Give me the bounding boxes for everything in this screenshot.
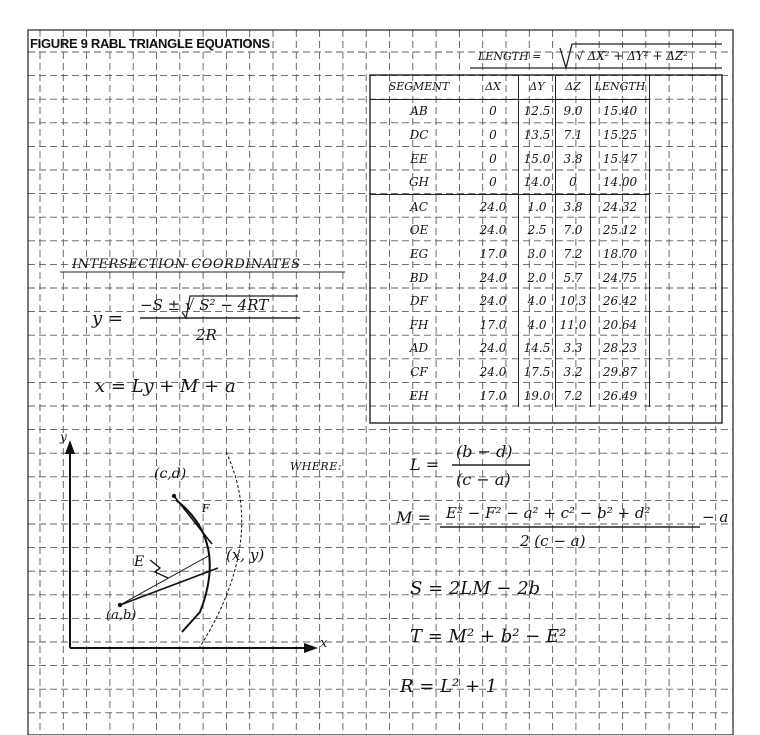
segment-name-cell: AB: [410, 104, 428, 119]
table-cell: 3.8: [556, 147, 591, 171]
table-row: [370, 99, 650, 123]
table-cell: 19.0: [519, 384, 556, 408]
x-equation: x = Ly + M + a: [95, 376, 236, 397]
l-equation-denominator: (c − a): [456, 470, 511, 489]
segment-name-cell: AD: [409, 341, 429, 356]
table-row: [370, 123, 650, 147]
x-axis-label: x: [320, 636, 328, 651]
intersection-heading: INTERSECTION COORDINATES: [72, 257, 301, 272]
segment-name-cell: AC: [370, 194, 468, 218]
table-cell: 15.0: [519, 147, 556, 171]
table-cell: 3.2: [556, 360, 591, 384]
m-equation-tail: − a: [702, 508, 729, 526]
table-header-cell: ΔZ: [556, 75, 591, 99]
table-cell: 0: [468, 147, 519, 171]
table-cell: 24.0: [468, 219, 519, 243]
table-cell: 15.25: [591, 123, 650, 147]
length-formula-lhs: LENGTH =: [478, 50, 542, 63]
segment-name-cell: CF: [410, 364, 428, 379]
table-cell: 10.3: [556, 289, 591, 313]
table-cell: 24.0: [468, 194, 519, 218]
table-row: [370, 266, 650, 290]
table-cell: 17.0: [468, 242, 519, 266]
table-cell: 0: [468, 123, 519, 147]
table-cell: 0: [468, 99, 519, 123]
where-label: WHERE:: [290, 460, 342, 473]
table-cell: 17.5: [519, 360, 556, 384]
table-cell: 9.0: [556, 99, 591, 123]
table-row: [370, 147, 650, 171]
figure-title: FIGURE 9 RABL TRIANGLE EQUATIONS: [30, 36, 270, 51]
label-e: E: [134, 554, 145, 570]
y-equation-lhs: y =: [92, 308, 123, 329]
table-cell: 26.49: [591, 384, 650, 408]
table-cell: 12.5: [519, 99, 556, 123]
table-cell: 0: [468, 170, 519, 194]
table-cell: 25.12: [591, 219, 650, 243]
label-f: F: [202, 502, 210, 515]
l-equation-lhs: L =: [410, 455, 440, 474]
table-cell: 3.8: [556, 194, 591, 218]
table-cell: 7.2: [556, 384, 591, 408]
segment-name-cell: EG: [409, 246, 429, 261]
segment-name-cell: BD: [409, 270, 429, 285]
table-cell: 24.0: [468, 337, 519, 361]
point-xy-label: (x, y): [226, 546, 265, 564]
segment-name-cell: GH: [408, 175, 430, 190]
table-cell: 17.0: [468, 384, 519, 408]
table-row: [370, 242, 650, 266]
l-equation-numerator: (b − d): [456, 442, 513, 461]
table-cell: 7.1: [556, 123, 591, 147]
segment-name-cell: EH: [409, 388, 429, 403]
table-cell: 18.70: [591, 242, 650, 266]
table-cell: 3.3: [556, 337, 591, 361]
table-header-row: [370, 75, 650, 99]
point-ab-label: (a,b): [106, 608, 137, 623]
table-cell: 4.0: [519, 313, 556, 337]
table-cell: 24.75: [591, 266, 650, 290]
table-cell: 11.0: [556, 313, 591, 337]
segment-name-cell: DF: [410, 294, 428, 309]
table-cell: 0: [556, 170, 591, 194]
table-cell: 26.42: [591, 289, 650, 313]
table-cell: 24.0: [468, 266, 519, 290]
table-cell: 1.0: [519, 194, 556, 218]
table-cell: 2.0: [519, 266, 556, 290]
table-row: [370, 337, 650, 361]
table-row: [370, 219, 650, 243]
table-cell: 14.5: [519, 337, 556, 361]
segment-name-cell: OE: [409, 223, 429, 238]
table-header-cell: ΔY: [519, 75, 556, 99]
segment-name-cell: FH: [409, 317, 429, 332]
table-cell: 5.7: [556, 266, 591, 290]
coordinate-diagram: [65, 440, 318, 653]
table-cell: 3.0: [519, 242, 556, 266]
table-cell: 20.64: [591, 313, 650, 337]
y-equation-numerator: −S ± √ S² − 4RT: [140, 296, 269, 314]
table-cell: 2.5: [519, 219, 556, 243]
table-row: [370, 194, 650, 218]
table-cell: 13.5: [519, 123, 556, 147]
table-cell: 24.32: [591, 194, 650, 218]
length-formula-rhs: √ ΔX² + ΔY² + ΔZ²: [576, 49, 689, 63]
m-equation-denominator: 2 (c − a): [520, 532, 586, 550]
y-equation-denominator: 2R: [196, 326, 217, 344]
table-cell: 24.0: [468, 289, 519, 313]
table-row: [370, 313, 650, 337]
table-cell: 28.23: [591, 337, 650, 361]
table-cell: 15.40: [591, 99, 650, 123]
y-axis-label: y: [60, 430, 67, 444]
m-equation-lhs: M =: [396, 508, 431, 527]
segment-name-cell: EE: [410, 151, 428, 166]
segment-length-table: [370, 75, 650, 407]
table-row: [370, 289, 650, 313]
table-cell: 7.0: [556, 219, 591, 243]
table-header-cell: ΔX: [468, 75, 519, 99]
table-cell: 17.0: [468, 313, 519, 337]
s-equation: S = 2LM − 2b: [410, 578, 541, 599]
table-cell: 24.0: [468, 360, 519, 384]
table-cell: 15.47: [591, 147, 650, 171]
table-header-cell: LENGTH: [591, 75, 650, 99]
segment-name-cell: DC: [409, 127, 429, 142]
point-cd-label: (c,d): [154, 466, 187, 482]
table-row: [370, 170, 650, 194]
table-cell: 14.00: [591, 170, 650, 194]
r-equation: R = L² + 1: [400, 676, 498, 697]
table-row: [370, 384, 650, 408]
table-cell: 29.87: [591, 360, 650, 384]
table-cell: 7.2: [556, 242, 591, 266]
table-row: [370, 360, 650, 384]
table-cell: 14.0: [519, 170, 556, 194]
t-equation: T = M² + b² − E²: [410, 626, 567, 647]
table-header-cell: SEGMENT: [370, 75, 468, 99]
m-equation-numerator: E² − F² − a² + c² − b² + d²: [446, 504, 651, 522]
table-cell: 4.0: [519, 289, 556, 313]
